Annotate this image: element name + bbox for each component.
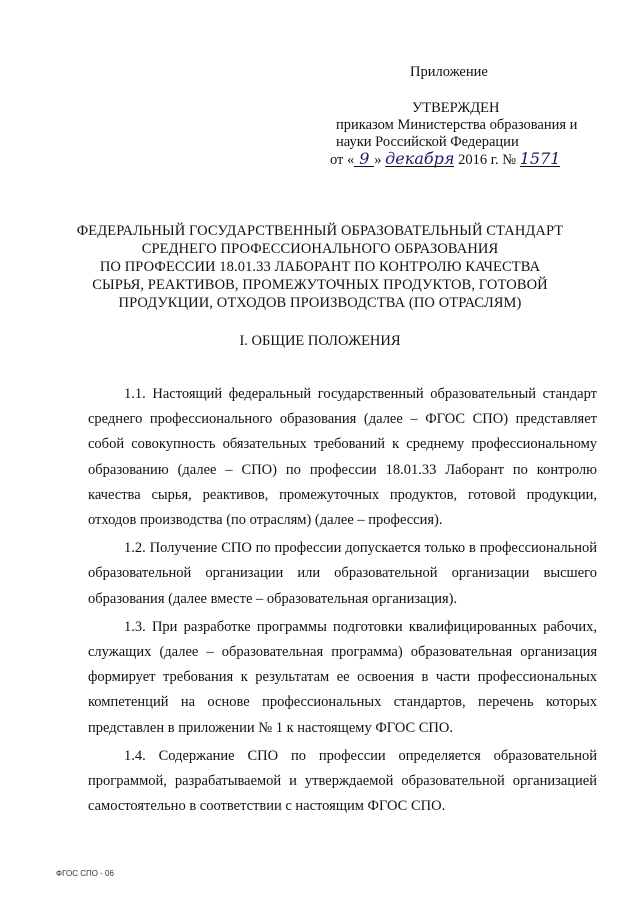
title-line: СРЕДНЕГО ПРОФЕССИОНАЛЬНОГО ОБРАЗОВАНИЯ: [141, 241, 499, 257]
title-line: СЫРЬЯ, РЕАКТИВОВ, ПРОМЕЖУТОЧНЫХ ПРОДУКТОВ, ГОТОВОЙ: [92, 277, 548, 293]
paragraph-1-2: 1.2. Получение СПО по профессии допускается только в профессиональной образовательной организации или образовательной организации высшего образования (далее вместе – образовательная организация).: [88, 540, 597, 607]
paragraph-1-1: 1.1. Настоящий федеральный государственный образовательный стандарт среднего профессионального образования (далее – ФГОС СПО) представляет собой совокупность обязательных требований к среднему профессиональному образованию (далее – СПО) по профессии 18.01.33 Лаборант по контролю качества сырья, реактивов, промежуточных продуктов, готовой продукции, отходов производства (по отраслям) (далее – профессия).: [88, 386, 597, 529]
section-heading: I. ОБЩИЕ ПОЛОЖЕНИЯ: [239, 333, 401, 349]
handwritten-month: декабря: [385, 149, 455, 168]
document-body: [88, 382, 597, 822]
title-line: ПО ПРОФЕССИИ 18.01.33 ЛАБОРАНТ ПО КОНТРОЛЮ КАЧЕСТВА: [99, 259, 541, 275]
order-date-line: [330, 151, 610, 169]
handwritten-day: 9: [354, 151, 374, 167]
paragraph-1-4: 1.4. Содержание СПО по профессии определяется образовательной программой, разрабатываемой и утверждаемой образовательной организацией самостоятельно в соответствии с настоящим ФГОС СПО.: [88, 747, 597, 815]
approval-block: [330, 64, 610, 169]
ministry-line: науки Российской Федерации: [336, 134, 519, 150]
approved-label: УТВЕРЖДЕН: [412, 100, 500, 116]
title-line: ФЕДЕРАЛЬНЫЙ ГОСУДАРСТВЕННЫЙ ОБРАЗОВАТЕЛЬНЫЙ СТАНДАРТ: [76, 223, 564, 239]
order-line: приказом Министерства образования и: [336, 117, 578, 133]
appendix-label: Приложение: [410, 64, 488, 80]
date-mid: »: [374, 152, 382, 168]
date-year: 2016 г. №: [458, 152, 517, 168]
date-prefix: от «: [330, 152, 355, 168]
paragraph-1-3: 1.3. При разработке программы подготовки квалифицированных рабочих, служащих (далее – образовательная программа) образовательная организация формирует требования к результатам ее освоения в части профессиональных компетенций на основе профессиональных стандартов, перечень которых представлен в приложении № 1 к настоящему ФГОС СПО.: [88, 618, 597, 736]
handwritten-order-number: 1571: [519, 149, 561, 168]
standard-title: [40, 222, 600, 312]
title-line: ПРОДУКЦИИ, ОТХОДОВ ПРОИЗВОДСТВА (ПО ОТРАСЛЯМ): [118, 295, 522, 311]
page-footer: ФГОС СПО - 06: [56, 869, 114, 878]
